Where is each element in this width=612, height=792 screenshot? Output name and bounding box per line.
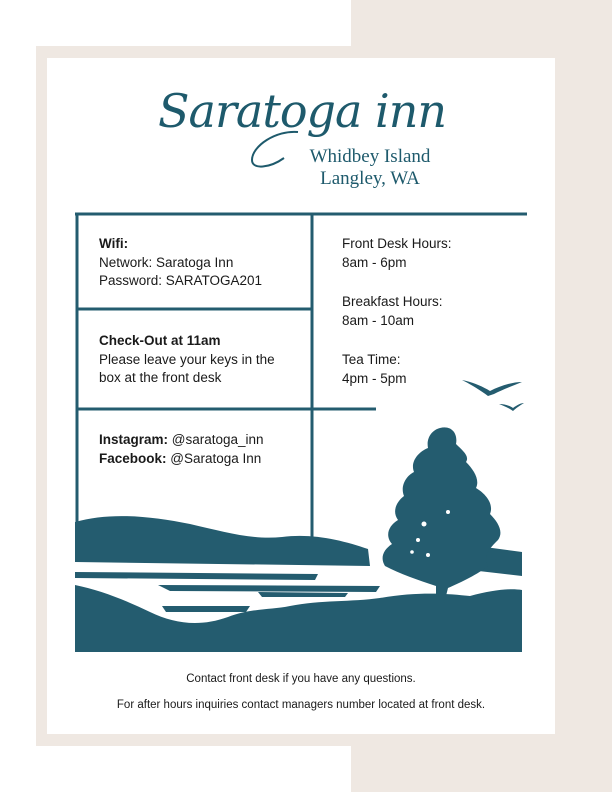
front-desk-label: Front Desk Hours:	[342, 236, 452, 251]
footer-line-2: For after hours inquiries contact managers number located at front desk.	[116, 699, 486, 711]
tea-time-value: 4pm - 5pm	[342, 370, 407, 386]
facebook-line	[99, 450, 264, 469]
checkout-line-2: box at the front desk	[99, 370, 222, 385]
instagram-line	[99, 431, 264, 450]
checkout-line-1: Please leave your keys in the	[99, 351, 275, 367]
facebook-handle: @Saratoga Inn	[166, 450, 262, 466]
breakfast-label: Breakfast Hours:	[342, 294, 443, 309]
breakfast-time: 8am - 10am	[342, 312, 415, 328]
tea-time	[342, 351, 407, 388]
front-desk-hours	[342, 235, 452, 272]
checkout-heading: Check-Out at 11am	[99, 333, 221, 348]
facebook-label: Facebook:	[99, 450, 167, 466]
wifi-password: Password: SARATOGA201	[99, 273, 263, 288]
instagram-label: Instagram:	[99, 432, 169, 447]
checkout-section	[99, 332, 275, 388]
location-line-1: Whidbey Island	[309, 146, 431, 167]
tea-label: Tea Time:	[342, 352, 401, 367]
wifi-network: Network: Saratoga Inn	[99, 254, 234, 270]
social-section	[99, 431, 264, 468]
wifi-heading: Wifi:	[99, 236, 129, 251]
logo-wordmark: Saratoga inn	[158, 84, 446, 138]
breakfast-hours	[342, 293, 443, 330]
footer-line-1: Contact front desk if you have any questions.	[186, 673, 416, 685]
front-desk-time: 8am - 6pm	[342, 254, 407, 270]
wifi-section	[99, 235, 262, 291]
location-line-2: Langley, WA	[320, 168, 420, 189]
instagram-handle: @saratoga_inn	[168, 432, 264, 447]
